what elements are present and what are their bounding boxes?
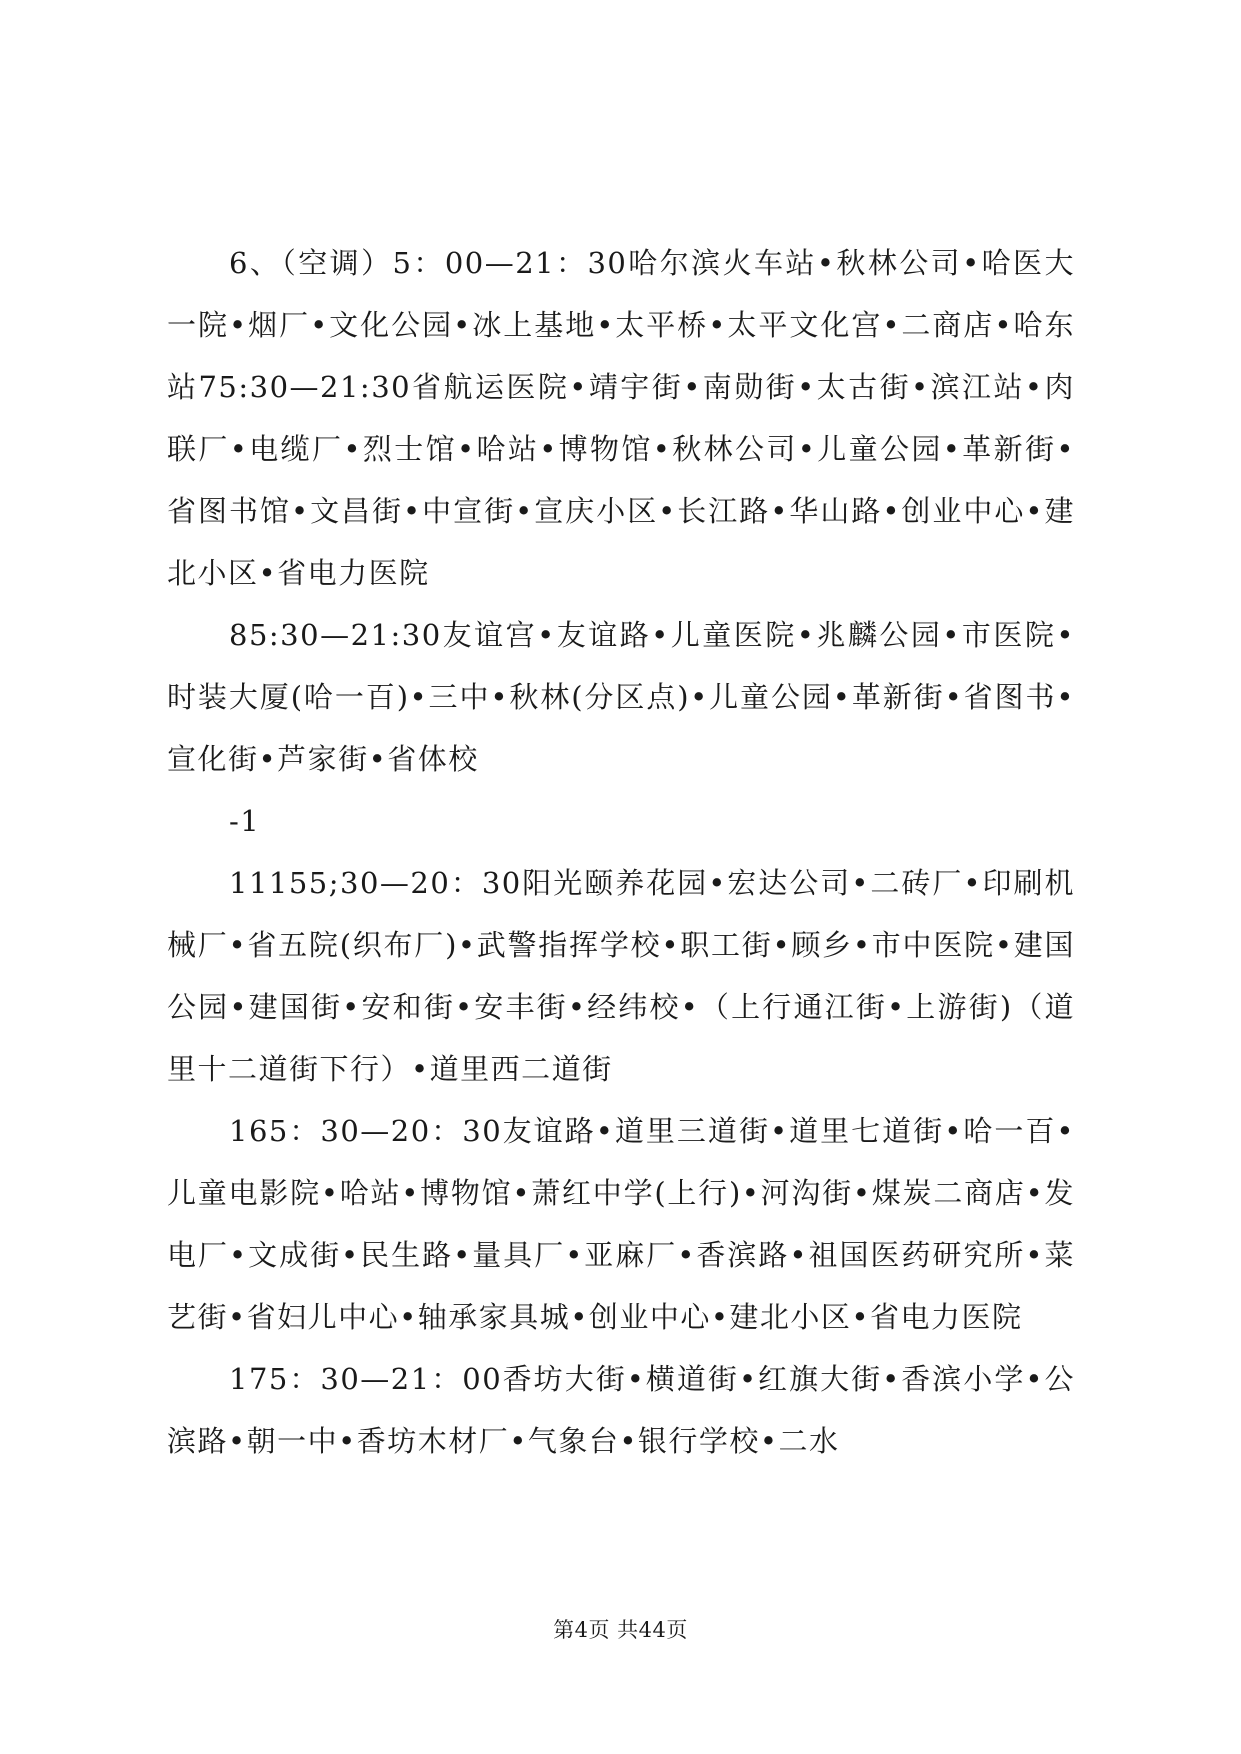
paragraph-route-17: 175：30—21：00香坊大街•横道街•红旗大街•香滨小学•公滨路•朝一中•香坊木材厂•气象台•银行学校•二水 xyxy=(167,1362,1075,1458)
paragraph-route-16: 165：30—20：30友谊路•道里三道街•道里七道街•哈一百•儿童电影院•哈站•博物馆•萧红中学(上行)•河沟街•煤炭二商店•发电厂•文成街•民生路•量具厂•亚麻厂•香滨路•祖国医药研究所•菜艺街•省妇儿中心•轴承家具城•创业中心•建北小区•省电力医院 xyxy=(167,1114,1075,1334)
paragraph-route-8: 85:30—21:30友谊宫•友谊路•儿童医院•兆麟公园•市医院•时装大厦(哈一百)•三中•秋林(分区点)•儿童公园•革新街•省图书•宣化街•芦家街•省体校 xyxy=(167,618,1075,776)
paragraph-route-6: 6、（空调）5：00—21：30哈尔滨火车站•秋林公司•哈医大一院•烟厂•文化公园•冰上基地•太平桥•太平文化宫•二商店•哈东站75:30—21:30省航运医院•靖宇街•南勋街•太古街•滨江站•肉联厂•电缆厂•烈士馆•哈站•博物馆•秋林公司•儿童公园•革新街•省图书馆•文昌街•中宣街•宣庆小区•长江路•华山路•创业中心•建北小区•省电力医院 xyxy=(167,246,1075,590)
document-body xyxy=(167,232,1075,1472)
paragraph-fragment: -1 xyxy=(229,804,261,838)
paragraph-route-11: 11155;30—20：30阳光颐养花园•宏达公司•二砖厂•印刷机械厂•省五院(织布厂)•武警指挥学校•职工街•顾乡•市中医院•建国公园•建国街•安和街•安丰街•经纬校•（上行通江街•上游街)（道里十二道街下行）•道里西二道街 xyxy=(167,866,1075,1086)
page-footer: 第4页 共44页 xyxy=(553,1618,688,1642)
